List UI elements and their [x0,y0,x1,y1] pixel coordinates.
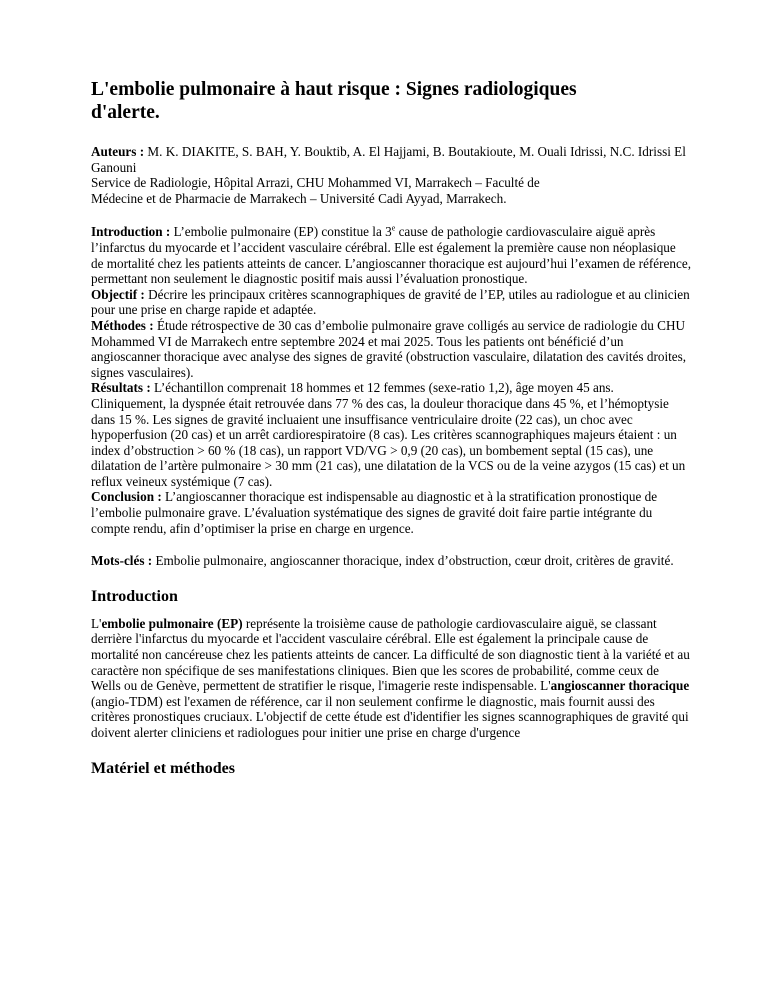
intro-text-mid: représente la troisième cause de pathologie cardiovasculaire aiguë, se classant derrière l'infarctus du myocarde et l'accident vasculaire cérébral. Elle est également la principale cause de mortalité non cancéreuse chez les patients atteints de cancer. La difficulté de son diagnostic tient à la variété et au caractère non spécifique de ses manifestations cliniques. Bien que les scores de probabilité, comme ceux de Wells ou de Genève, permettent de stratifier le risque, l'imagerie reste indispensable. L' [91,615,690,694]
abstract-objectif-label: Objectif : [91,286,145,302]
introduction-paragraph [91,616,691,741]
abstract-objectif-text: Décrire les principaux critères scannographiques de gravité de l’EP, utiles au radiologue et au clinicien pour une prise en charge rapide et adaptée. [91,286,690,318]
intro-bold-angioscanner: angioscanner thoracique [550,678,690,694]
abstract-conclusion [91,489,691,536]
affiliation [91,175,691,206]
paper-title: L'embolie pulmonaire à haut risque : Signes radiologiques d'alerte. [91,79,577,123]
abstract-resultats-label: Résultats : [91,380,151,396]
abstract-methodes-text: Étude rétrospective de 30 cas d’embolie pulmonaire grave colligés au service de radiologie du CHU Mohammed VI de Marrakech entre septembre 2024 et mai 2025. Tous les patients ont bénéficié d’un angioscanner thoracique avec analyse des signes de gravité (obstruction vasculaire, dilatation des cavités droites, signes vasculaires). [91,317,687,380]
keywords-text: Embolie pulmonaire, angioscanner thoracique, index d’obstruction, cœur droit, critères de gravité. [152,553,674,569]
abstract-conclusion-text: L’angioscanner thoracique est indispensable au diagnostic et à la stratification pronostique de l’embolie pulmonaire grave. L’évaluation systématique des signes de gravité doit faire partie intégrante du compte rendu, afin d’optimiser la prise en charge en urgence. [91,489,658,536]
abstract-introduction-text-a: L’embolie pulmonaire (EP) constitue la 3 [170,224,392,240]
authors-label: Auteurs : [91,144,145,159]
affiliation-line-2: Médecine et de Pharmacie de Marrakech – Université Cadi Ayyad, Marrakech. [91,190,507,206]
abstract-introduction-text-b: cause de pathologie cardiovasculaire aiguë après l’infarctus du myocarde et l’accident vasculaire cérébral. Elle est également la première cause non néoplasique de mortalité chez les patients atteints de cancer. L’angioscanner thoracique est aujourd’hui l’examen de référence, permettant non seulement le diagnostic positif mais aussi l’évaluation pronostique. [91,224,692,287]
keywords [91,553,691,569]
introduction-heading: Introduction [91,587,178,605]
abstract-methodes [91,318,691,380]
abstract-resultats [91,380,691,489]
abstract-objectif [91,287,691,318]
ordinal-superscript: e [391,223,396,233]
document-page [91,78,691,788]
abstract-introduction [91,224,691,286]
abstract-introduction-label: Introduction : [91,224,171,240]
abstract [91,224,691,536]
methods-heading: Matériel et méthodes [91,759,235,777]
abstract-resultats-text: L’échantillon comprenait 18 hommes et 12 femmes (sexe-ratio 1,2), âge moyen 45 ans. Cliniquement, la dyspnée était retrouvée dans 77 % des cas, la douleur thoracique dans 45 %, et l’hémoptysie dans 15 %. Les signes de gravité incluaient une insuffisance ventriculaire droite (22 cas), un choc avec hypoperfusion (20 cas) et un arrêt cardiorespiratoire (8 cas). Les critères scannographiques majeurs étaient : un index d’obstruction > 60 % (18 cas), un rapport VD/VG > 0,9 (20 cas), un bombement septal (15 cas), une dilatation de l’artère pulmonaire > 30 mm (21 cas), une dilatation de la VCS ou de la veine azygos (15 cas) et un reflux veineux systémique (7 cas). [91,380,686,489]
intro-bold-embolie: embolie pulmonaire (EP) [101,615,243,631]
intro-text-end: (angio-TDM) est l'examen de référence, car il non seulement confirme le diagnostic, mais fournit aussi des critères pronostiques cruciaux. L'objectif de cette étude est d'identifier les signes scannographiques de gravité qui doivent alerter cliniciens et radiologues pour initier une prise en charge d'urgence [91,693,689,740]
intro-text-start: L' [91,615,102,631]
abstract-conclusion-label: Conclusion : [91,489,162,505]
abstract-methodes-label: Méthodes : [91,317,154,333]
authors-names: M. K. DIAKITE, S. BAH, Y. Bouktib, A. El Hajjami, B. Boutakioute, M. Ouali Idrissi, N.C. Idrissi El Ganouni [91,144,686,175]
affiliation-line-1: Service de Radiologie, Hôpital Arrazi, CHU Mohammed VI, Marrakech – Faculté de [91,175,540,191]
authors-line [91,144,691,175]
keywords-label: Mots-clés : [91,553,153,569]
